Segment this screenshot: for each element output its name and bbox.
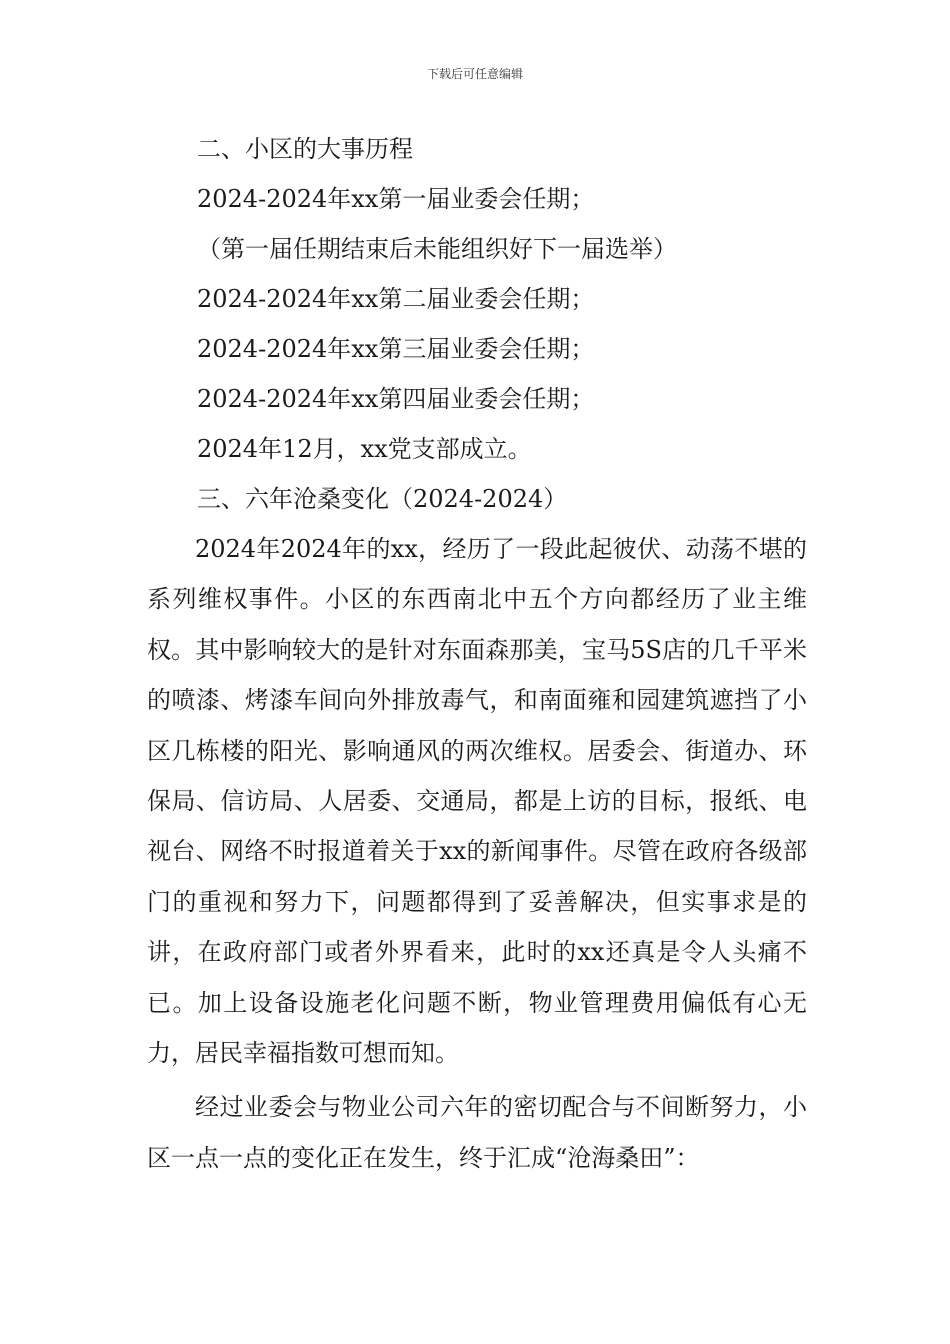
history-item-note: （第一届任期结束后未能组织好下一届选举）	[197, 235, 677, 263]
history-item: 2024-2024年xx第一届业委会任期；	[197, 185, 595, 213]
paragraph-rights-events: 2024年2024年的xx，经历了一段此起彼伏、动荡不堪的系列维权事件。小区的东西南北中五个方向都经历了业主维权。其中影响较大的是针对东面森那美，宝马5S店的几千平米的喷漆、烤漆车间向外排放毒气，和南面雍和园建筑遮挡了小区几栋楼的阳光、影响通风的两次维权。居委会、街道办、环保局、信访局、人居委、交通局，都是上访的目标，报纸、电视台、网络不时报道着关于xx的新闻事件。尽管在政府各级部门的重视和努力下，问题都得到了妥善解决，但实事求是的讲，在政府部门或者外界看来，此时的xx还真是令人头痛不已。加上设备设施老化问题不断，物业管理费用偏低有心无力，居民幸福指数可想而知。	[147, 535, 807, 1068]
document-body	[147, 124, 807, 1183]
history-item: 2024-2024年xx第二届业委会任期；	[197, 285, 595, 313]
section-heading-changes: 三、六年沧桑变化（2024-2024）	[197, 485, 568, 513]
section-heading-history: 二、小区的大事历程	[197, 135, 413, 163]
history-item: 2024-2024年xx第四届业委会任期；	[197, 385, 595, 413]
history-item: 2024-2024年xx第三届业委会任期；	[197, 335, 595, 363]
page-header-note: 下载后可任意编辑	[426, 67, 523, 81]
history-item: 2024年12月，xx党支部成立。	[197, 435, 532, 463]
paragraph-cooperation: 经过业委会与物业公司六年的密切配合与不间断努力，小区一点一点的变化正在发生，终于汇成“沧海桑田”：	[147, 1093, 807, 1172]
